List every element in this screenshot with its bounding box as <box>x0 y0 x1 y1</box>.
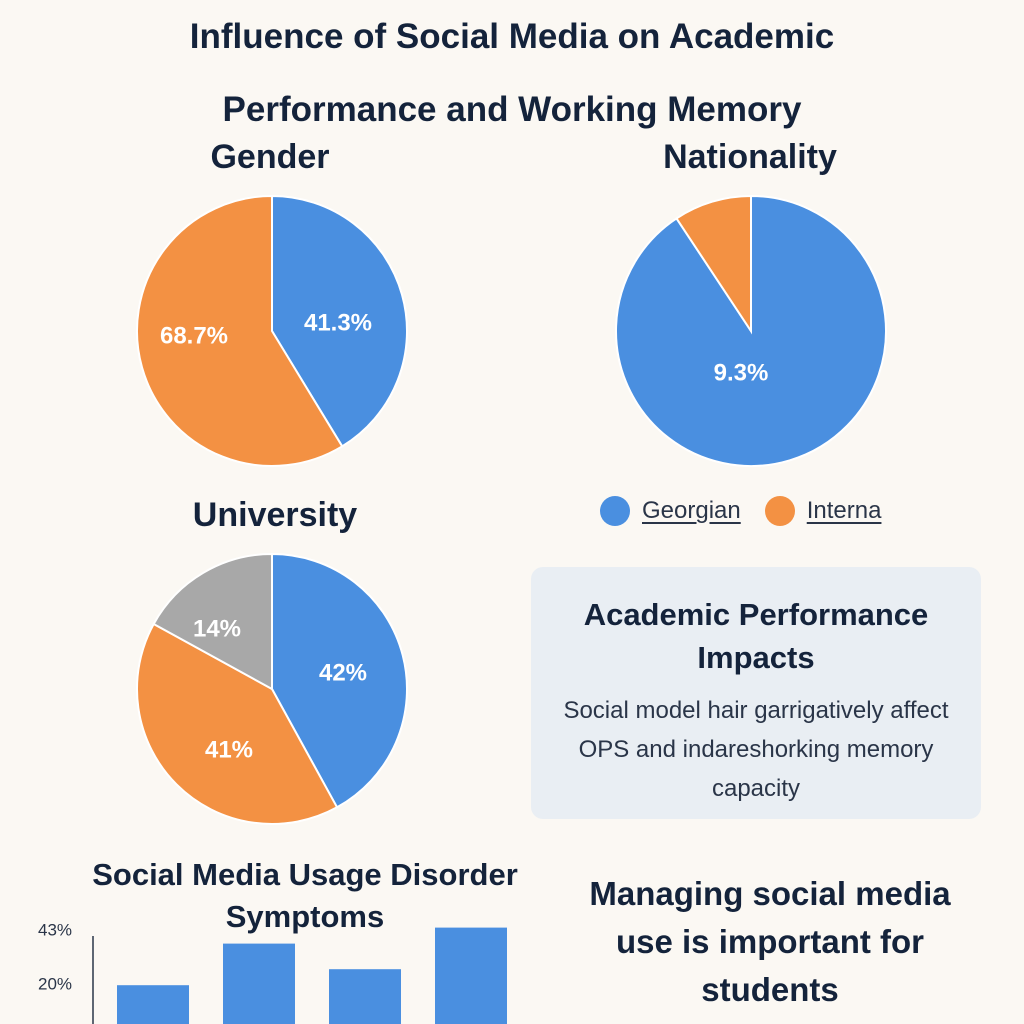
bar-chart-bar-0 <box>117 985 189 1024</box>
callout-body: Social model hair garrigatively affect OPS and indareshorking memory capacity <box>563 697 949 802</box>
legend-swatch-georgian <box>600 496 630 526</box>
legend-label-georgian: Georgian <box>642 497 741 524</box>
nationality-legend <box>600 496 893 526</box>
page-title-line-2: Performance and Working Memory <box>222 90 802 129</box>
legend-swatch-international <box>765 496 795 526</box>
callout-heading: Academic Performance Impacts <box>583 597 929 675</box>
pie-gender-slice-label-0: 41.3% <box>303 309 373 337</box>
legend-item-georgian <box>600 496 741 526</box>
university-pie-chart <box>135 554 409 824</box>
nationality-pie-chart <box>614 196 888 466</box>
bar-chart-tick-label-1: 20% <box>38 974 73 994</box>
bar-chart-title: Social Media Usage Disorder Symptoms <box>92 857 518 934</box>
page-title-line-1: Influence of Social Media on Academic <box>189 17 835 56</box>
legend-item-international <box>765 496 882 526</box>
pie-university-slice-label-0: 42% <box>318 659 368 687</box>
symptoms-bar-chart <box>0 900 540 1024</box>
gender-chart-title: Gender <box>210 138 330 176</box>
pie-university-slice-label-2: 14% <box>192 615 242 643</box>
takeaway-line-2: use is important for <box>615 923 925 960</box>
bar-chart-tick-label-0: 43% <box>38 920 73 940</box>
bar-chart-bar-2 <box>329 969 401 1024</box>
pie-gender-slice-label-1: 68.7% <box>159 322 229 350</box>
pie-nationality-slice-label-0: 9.3% <box>713 359 769 387</box>
takeaway-message <box>560 870 980 1014</box>
legend-label-international: Interna <box>806 497 882 524</box>
takeaway-line-3: students <box>701 971 839 1008</box>
page-title <box>0 0 1024 146</box>
bar-chart-bar-3 <box>435 928 507 1024</box>
takeaway-line-1: Managing social media <box>589 875 951 912</box>
gender-pie-chart <box>135 196 409 466</box>
pie-university-slice-label-1: 41% <box>204 736 254 764</box>
bar-chart-bar-1 <box>223 944 295 1024</box>
nationality-chart-title: Nationality <box>663 138 837 176</box>
university-chart-title: University <box>192 496 358 534</box>
academic-impact-callout <box>531 567 981 819</box>
